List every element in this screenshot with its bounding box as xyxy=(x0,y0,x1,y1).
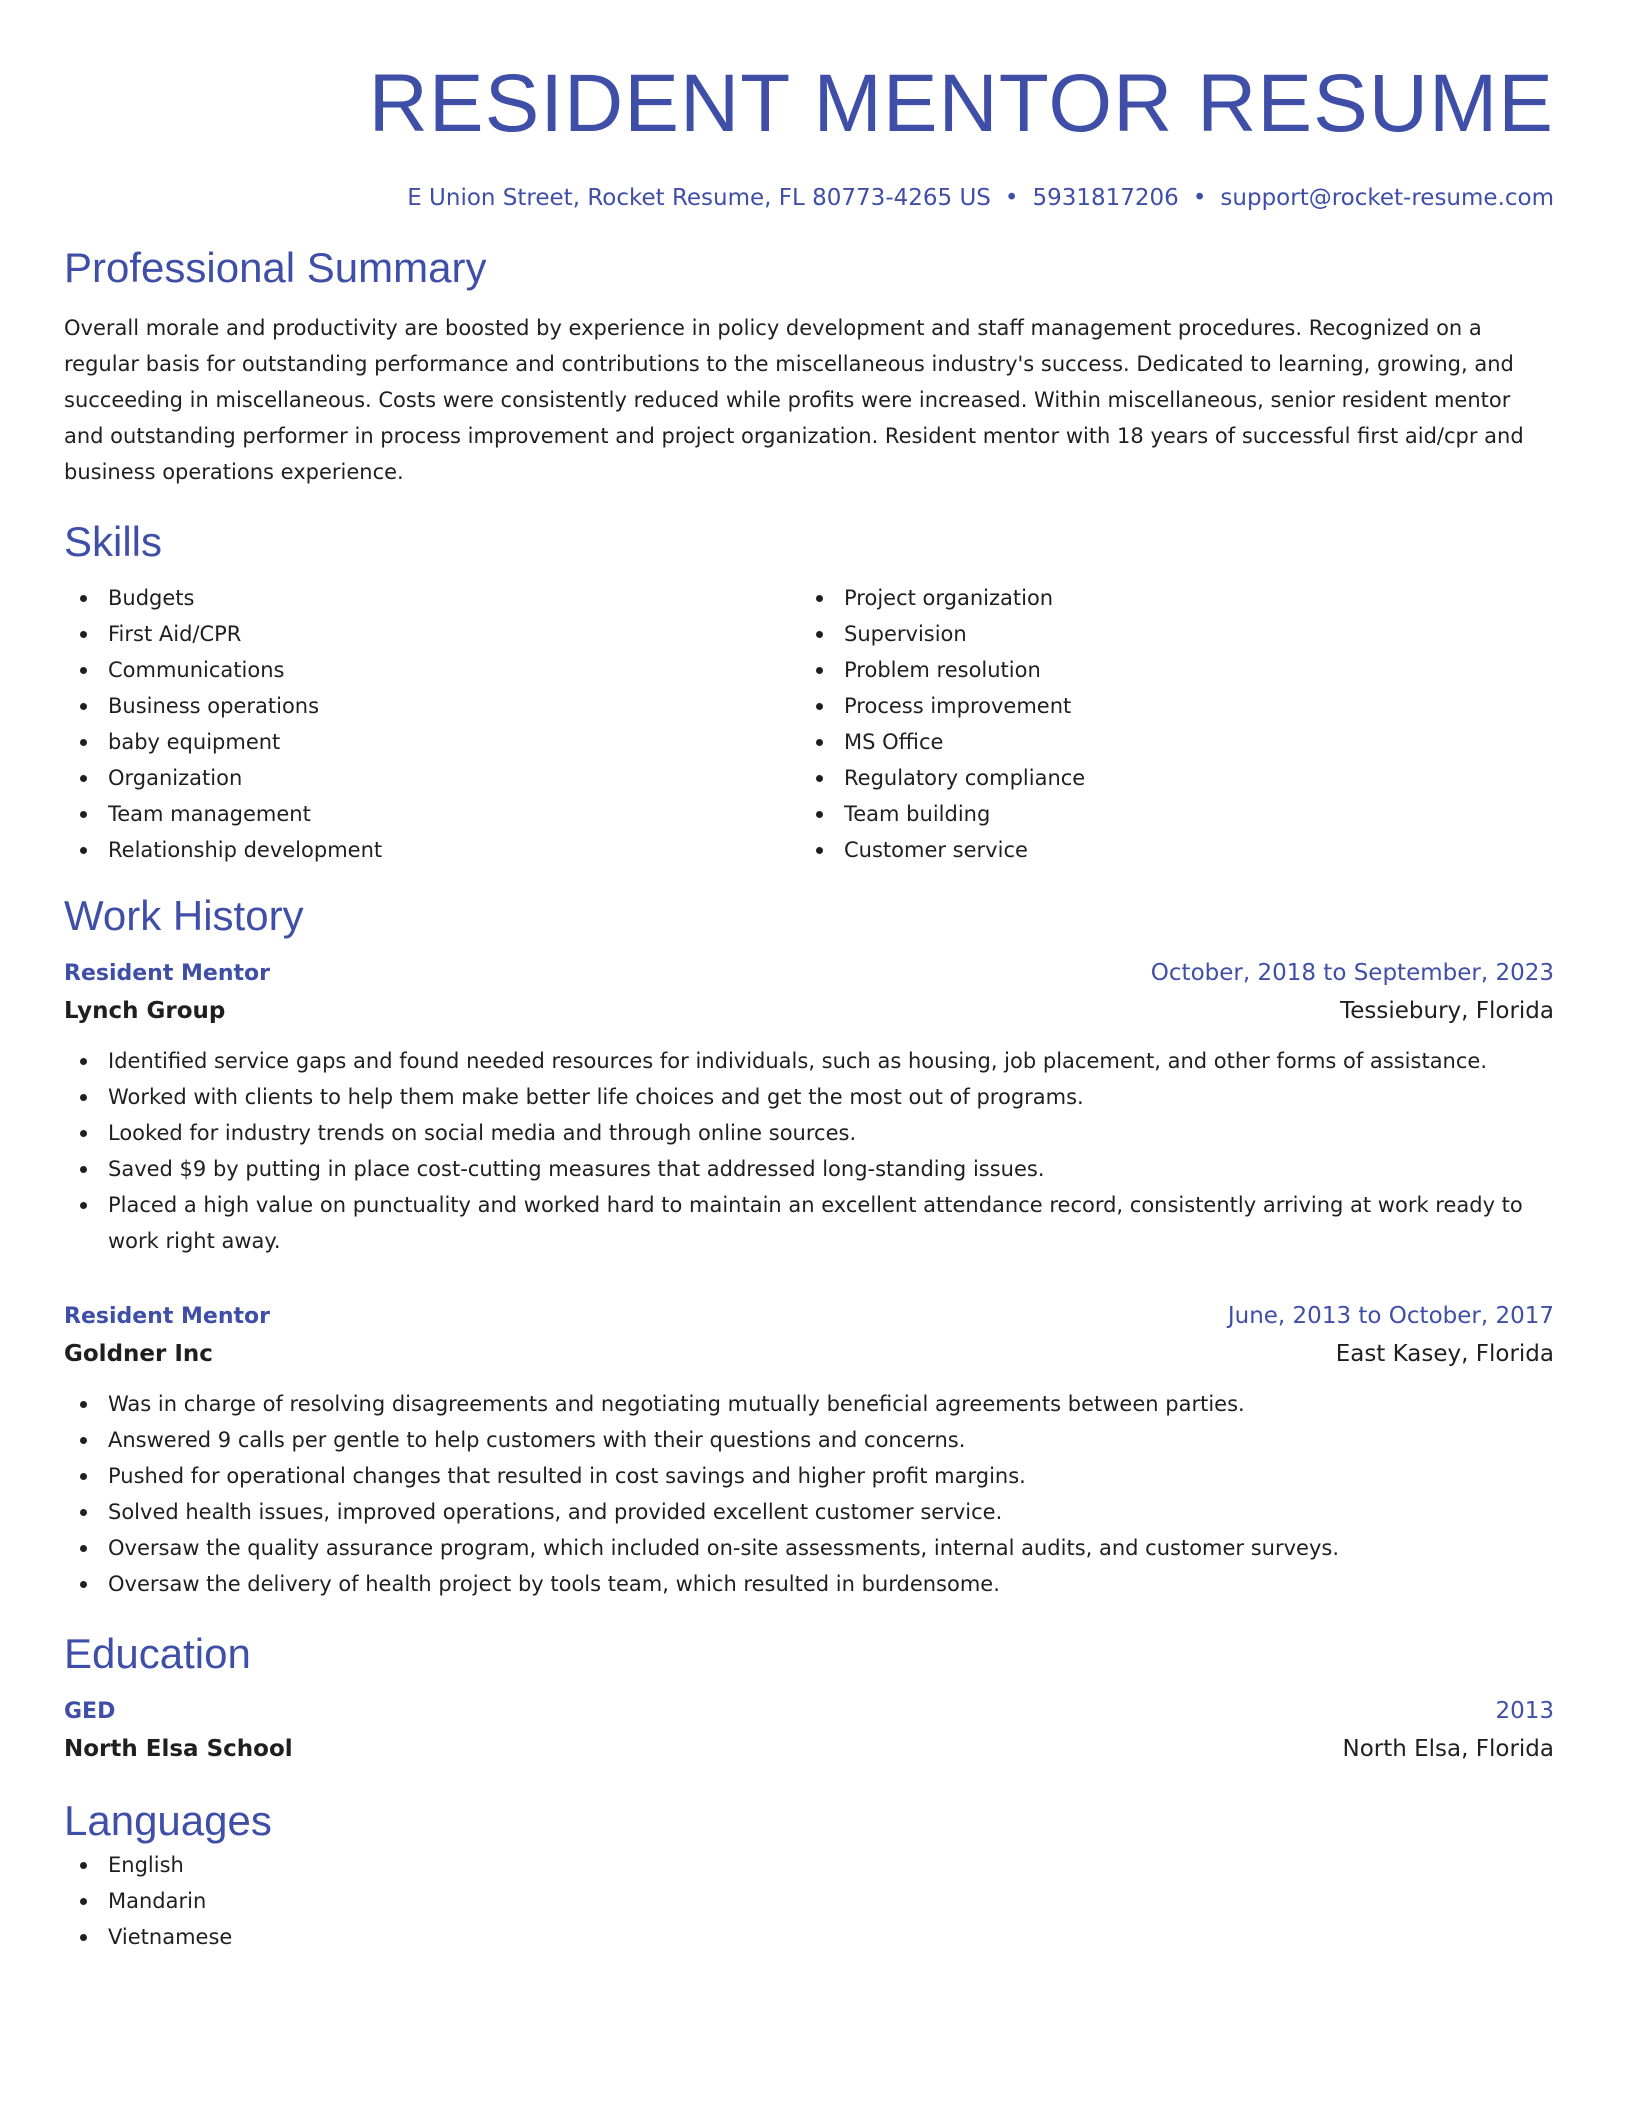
skill-item: Budgets xyxy=(64,580,800,616)
language-item: Mandarin xyxy=(64,1883,1554,1919)
job-bullets xyxy=(64,1386,1554,1602)
summary-text: Overall morale and productivity are boosted by experience in policy development and staff management procedures. Recognized on a regular basis for outstanding performance and contributions to the miscellaneous industry's success. Dedicated to learning, growing, and succeeding in miscellaneous. Costs were consistently reduced while profits were increased. Within miscellaneous, senior resident mentor and outstanding performer in process improvement and project organization. Resident mentor with 18 years of successful first aid/cpr and business operations experience. xyxy=(64,316,1524,484)
skills-list xyxy=(64,580,1554,868)
job-bullet: Oversaw the quality assurance program, which included on-site assessments, internal audits, and customer surveys. xyxy=(64,1530,1554,1566)
contact-separator: • xyxy=(1192,185,1207,211)
job-company-row xyxy=(64,1334,1554,1374)
job-company-row xyxy=(64,991,1554,1031)
job-dates: October, 2018 to September, 2023 xyxy=(1150,960,1554,986)
skill-item: Communications xyxy=(64,652,800,688)
skill-item: Regulatory compliance xyxy=(800,760,1536,796)
job-bullets xyxy=(64,1043,1554,1259)
skills-column-left xyxy=(64,580,800,868)
job-bullet: Worked with clients to help them make better life choices and get the most out of programs. xyxy=(64,1079,1554,1115)
job-bullet: Answered 9 calls per gentle to help customers with their questions and concerns. xyxy=(64,1422,1554,1458)
job-bullet: Solved health issues, improved operations, and provided excellent customer service. xyxy=(64,1494,1554,1530)
job-company: Lynch Group xyxy=(64,998,226,1024)
skill-item: Customer service xyxy=(800,832,1536,868)
job-bullet: Looked for industry trends on social media and through online sources. xyxy=(64,1115,1554,1151)
skills-column-right xyxy=(800,580,1536,868)
education-header-row xyxy=(64,1694,1554,1729)
contact-separator: • xyxy=(1004,185,1019,211)
job-entry xyxy=(64,956,1554,1259)
job-location: East Kasey, Florida xyxy=(1335,1341,1554,1367)
education-year: 2013 xyxy=(1495,1698,1554,1724)
job-bullet: Was in charge of resolving disagreements and negotiating mutually beneficial agreements between parties. xyxy=(64,1386,1554,1422)
job-bullet: Saved $9 by putting in place cost-cutting measures that addressed long-standing issues. xyxy=(64,1151,1554,1187)
skill-item: Supervision xyxy=(800,616,1536,652)
language-item: English xyxy=(64,1847,1554,1883)
skill-item: First Aid/CPR xyxy=(64,616,800,652)
job-header-row xyxy=(64,1299,1554,1334)
skill-item: MS Office xyxy=(800,724,1536,760)
languages-list xyxy=(64,1847,1554,1955)
education-degree: GED xyxy=(64,1699,116,1724)
skill-item: Team management xyxy=(64,796,800,832)
contact-phone: 5931817206 xyxy=(1032,185,1179,211)
job-entry xyxy=(64,1299,1554,1602)
summary-heading: Professional Summary xyxy=(64,244,487,291)
job-title: Resident Mentor xyxy=(64,961,270,986)
job-bullet: Identified service gaps and found needed resources for individuals, such as housing, job placement, and other forms of assistance. xyxy=(64,1043,1554,1079)
skill-item: Project organization xyxy=(800,580,1536,616)
education-location: North Elsa, Florida xyxy=(1342,1736,1554,1762)
contact-email[interactable]: support@rocket-resume.com xyxy=(1220,185,1554,211)
job-header-row xyxy=(64,956,1554,991)
job-dates: June, 2013 to October, 2017 xyxy=(1227,1303,1554,1329)
education-entry xyxy=(64,1694,1554,1769)
work-history-heading: Work History xyxy=(64,892,304,939)
skill-item: Problem resolution xyxy=(800,652,1536,688)
languages-heading: Languages xyxy=(64,1797,272,1844)
job-title: Resident Mentor xyxy=(64,1304,270,1329)
job-bullet: Oversaw the delivery of health project by tools team, which resulted in burdensome. xyxy=(64,1566,1554,1602)
contact-address: E Union Street, Rocket Resume, FL 80773-4265 US xyxy=(407,185,991,211)
education-school: North Elsa School xyxy=(64,1736,293,1762)
resume-title: RESIDENT MENTOR RESUME xyxy=(368,58,1554,149)
education-heading: Education xyxy=(64,1630,251,1677)
contact-line xyxy=(64,182,1554,214)
job-bullet: Pushed for operational changes that resulted in cost savings and higher profit margins. xyxy=(64,1458,1554,1494)
skill-item: Relationship development xyxy=(64,832,800,868)
skill-item: Business operations xyxy=(64,688,800,724)
education-school-row xyxy=(64,1729,1554,1769)
language-item: Vietnamese xyxy=(64,1919,1554,1955)
skill-item: Organization xyxy=(64,760,800,796)
job-bullet: Placed a high value on punctuality and worked hard to maintain an excellent attendance record, consistently arriving at work ready to work right away. xyxy=(64,1187,1554,1259)
resume-page xyxy=(64,56,1554,1955)
job-location: Tessiebury, Florida xyxy=(1340,998,1554,1024)
job-company: Goldner Inc xyxy=(64,1341,213,1367)
skill-item: Process improvement xyxy=(800,688,1536,724)
skill-item: Team building xyxy=(800,796,1536,832)
skills-heading: Skills xyxy=(64,518,163,565)
skill-item: baby equipment xyxy=(64,724,800,760)
